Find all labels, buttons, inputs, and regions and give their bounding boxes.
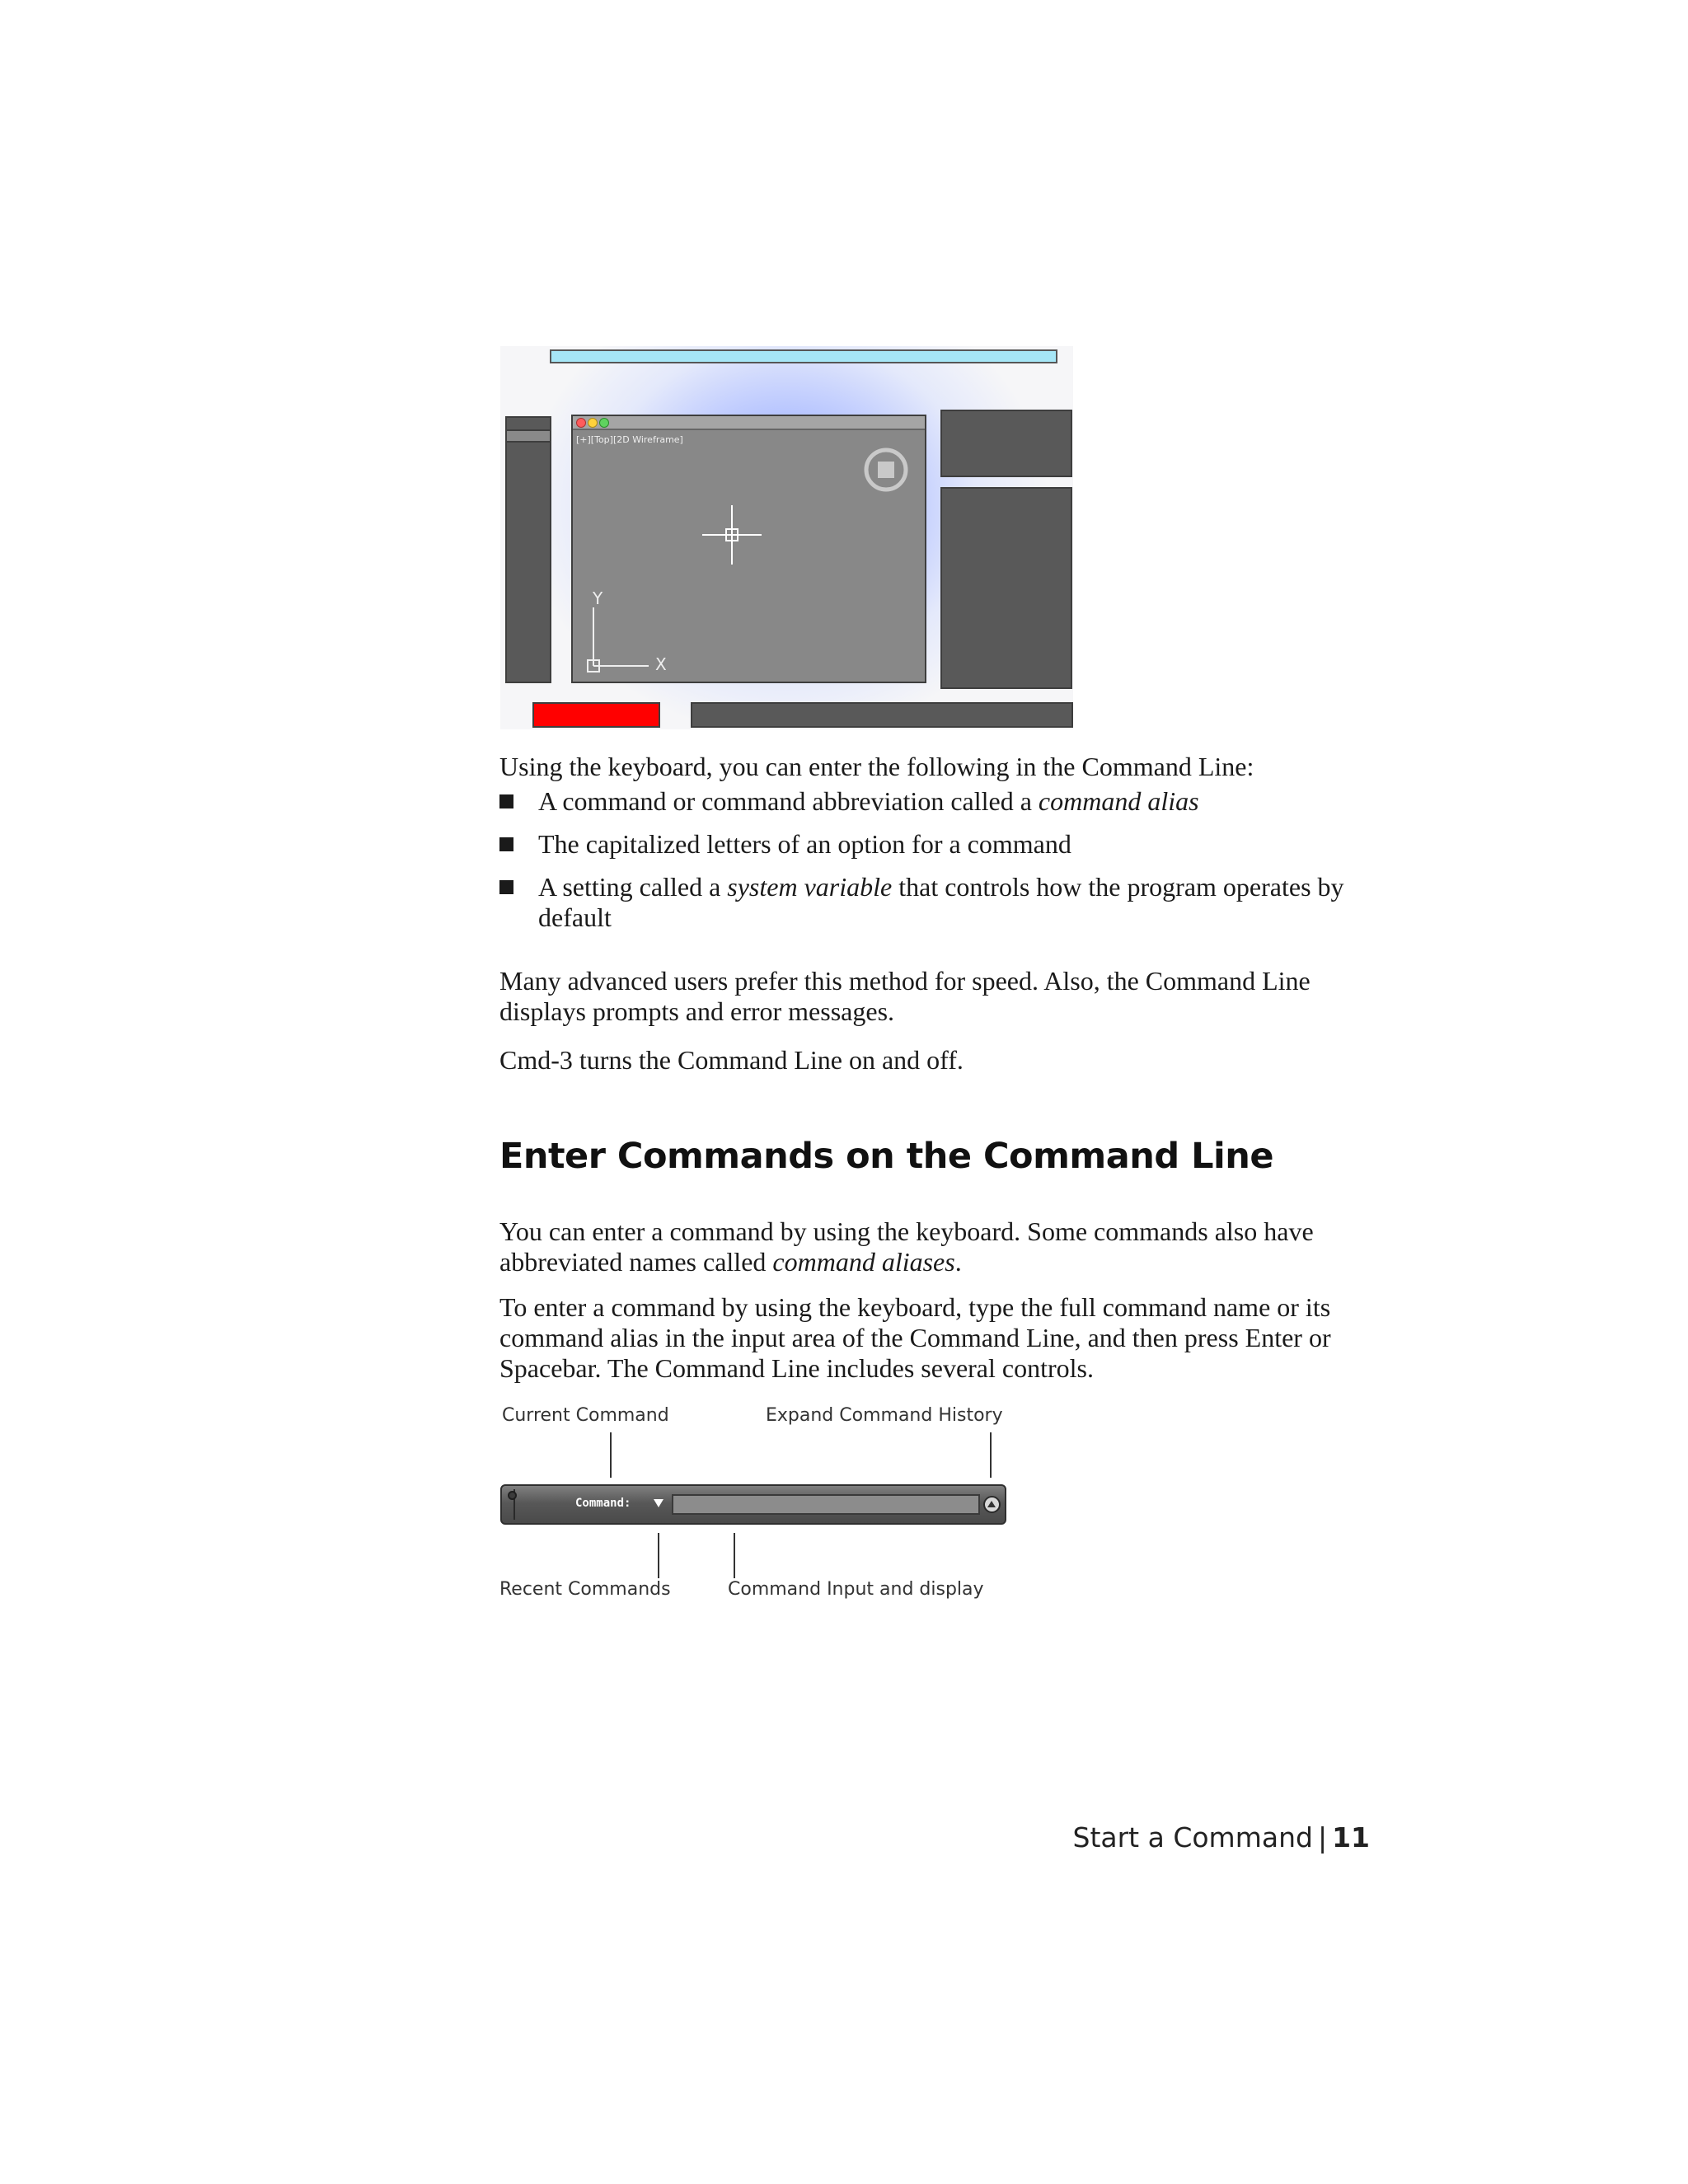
toolbar-region — [550, 349, 1057, 363]
recent-commands-dropdown-icon[interactable] — [654, 1499, 663, 1507]
status-bar — [691, 702, 1073, 728]
current-command-label: Command: — [575, 1497, 631, 1510]
how-paragraph: To enter a command by using the keyboard, type the full command name or its command alias in the input area of the Command Line, and then press Enter or Spacebar. The Command Line includes several controls. — [499, 1292, 1331, 1383]
ucs-axis-icon — [588, 607, 649, 672]
leader-recent — [658, 1533, 659, 1578]
layers-palette — [940, 410, 1072, 477]
page-number: 11 — [1332, 1821, 1370, 1854]
command-input[interactable] — [672, 1494, 980, 1515]
intro-text: Using the keyboard, you can enter the following in the Command Line: — [499, 752, 1254, 781]
axis-y-label: Y — [593, 588, 603, 608]
expand-history-icon[interactable] — [983, 1496, 1001, 1513]
axis-x-label: X — [655, 654, 667, 674]
leader-expand — [990, 1432, 992, 1478]
properties-inspector — [940, 487, 1072, 689]
caption-recent-commands: Recent Commands — [499, 1579, 671, 1600]
grip-icon — [508, 1491, 517, 1500]
toggle-paragraph: Cmd-3 turns the Command Line on and off. — [499, 1045, 964, 1075]
caption-command-input: Command Input and display — [728, 1579, 984, 1600]
workspace-illustration — [500, 346, 1073, 729]
page-footer — [1073, 1821, 1371, 1854]
speed-paragraph: Many advanced users prefer this method for speed. Also, the Command Line displays prompts and error messages. — [499, 966, 1311, 1026]
drag-handle[interactable] — [505, 1489, 515, 1520]
drawing-viewport — [571, 415, 926, 683]
enter-paragraph: You can enter a command by using the keyboard. Some commands also have abbreviated names called command aliases. — [499, 1216, 1314, 1277]
leader-input — [734, 1533, 735, 1578]
viewport-graphics — [573, 416, 928, 685]
footer-section: Start a Command — [1072, 1821, 1313, 1854]
section-heading: Enter Commands on the Command Line — [499, 1136, 1273, 1177]
footer-separator: | — [1317, 1821, 1328, 1854]
crosshair-cursor-icon — [702, 505, 762, 565]
caption-current-command: Current Command — [502, 1405, 669, 1426]
tool-sets-palette — [505, 416, 551, 683]
viewcube-icon — [866, 450, 906, 490]
viewport-label: [+][Top][2D Wireframe] — [576, 434, 683, 445]
command-line-highlight — [532, 702, 660, 728]
bullet-square-icon — [499, 837, 513, 851]
caption-expand-history: Expand Command History — [766, 1405, 1003, 1426]
bullet-square-icon — [499, 880, 513, 894]
leader-current — [610, 1432, 612, 1478]
bullet-square-icon — [499, 794, 513, 808]
command-line-bar — [500, 1484, 1006, 1525]
